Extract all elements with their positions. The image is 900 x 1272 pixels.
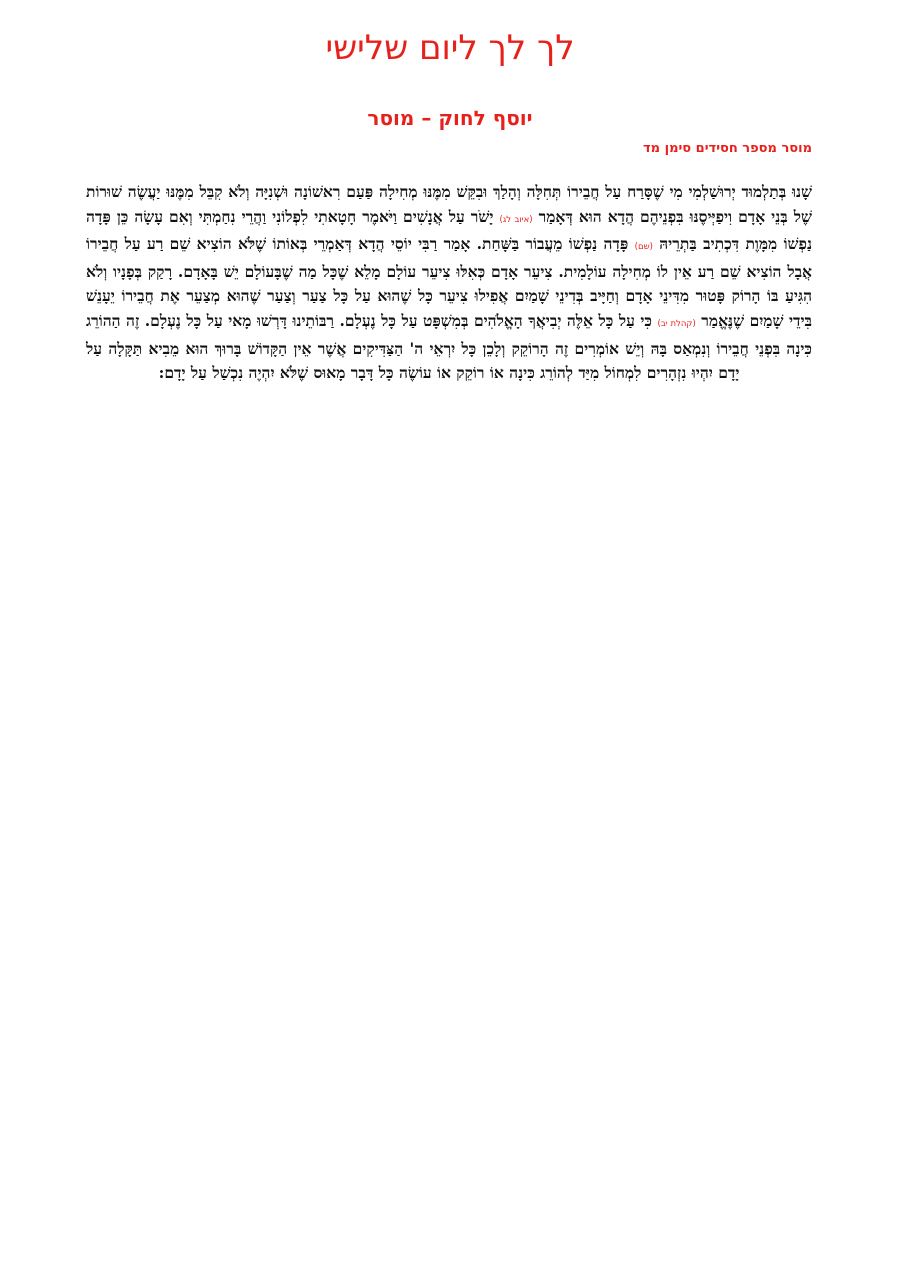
verse-reference-3: (קהלת יב) (657, 318, 696, 329)
page-title: לך לך ליום שלישי (325, 28, 575, 68)
verse-reference-2: (שם) (634, 242, 653, 253)
source-citation: מוסר מספר חסידים סימן מד (643, 141, 812, 156)
body-paragraph (86, 180, 812, 386)
verse-reference-1: (איוב לג) (499, 214, 533, 225)
page-subtitle: יוסף לחוק – מוסר (367, 106, 533, 130)
body-text-segment-1: שָׁנוּ בְּתַלְמוּד יְרוּשַׁלְמִי מִי שֶׁסָּרַח עַל חֲבֵירוֹ תְּחִלָּה וְהָלַךְ וּבִקֵּשׁ מִמֶּנּוּ מְחִילָה פַּעַם רִאשׁוֹנָה וּשְׁנִיָּה וְלֹא קִבֵּל מִמֶּנּוּ יַעֲשֶׂה שׁוּרוֹת שֶׁל בְּנֵי אָדָם וִיפַיְּיסֶנּוּ בִּפְנֵיהֶם הֲדָא הוּא דְּאָמַר (86, 182, 813, 226)
body-text-segment-2: יָשֹׁר עַל אֲנָשִׁים וַיֹּאמֶר חָטָאתִי לִפְלוֹנִי וַהֲרֵי נִחַמְתִּי וְאִם עָשָׂה כֵּן פָּדָה נַפְשׁוֹ מִמָּוֶת דִּכְתִיב בַּתְרֵיהּ (86, 206, 812, 254)
body-text-segment-4: כִּי עַל כָּל אֵלֶּה יְבִיאֲךָ הָאֱלֹהִים בְּמִשְׁפָּט עַל כָּל נֶעְלָם. רַבּוֹתֵינוּ דָּרְשׁוּ מָאי עַל כָּל נֶעְלָם. זֶה הַהוֹרֵג כִּינָה בִּפְנֵי חֲבֵירוֹ וְנִמְאַס בָּהּ וְיֵשׁ אוֹמְרִים זֶה הָרוֹקֵק וְלָכֵן כָּל יִרְאֵי ה' הַצַּדִּיקִים אֲשֶׁר אֵין הַקָּדוֹשׁ בָּרוּךְ הוּא מֵבִיא תַּקָּלָה עַל יָדָם יִהְיוּ נִזְהָרִים לִמְחוֹל מִיַּד לְהוֹרֵג כִּינָה אוֹ רוֹקֵק אוֹ עוֹשֶׂה כָּל דָּבָר מָאוּס שֶׁלֹּא יִהְיֶה נִכְשַׁל עַל יָדָם: (86, 310, 812, 383)
body-text-segment-3: פָּדָה נַפְשׁוֹ מֵעֲבוֹר בַּשָּׁחַת. אָמַר רַבִּי יוֹסֵי הֲדָא דְּאַמְרֵי בְּאוֹתוֹ שֶׁלֹּא הוֹצִיא שֵׁם רַע עַל חֲבֵירוֹ אֲבָל הוֹצִיא שֵׁם רַע אֵין לוֹ מְחִילָה עוֹלָמִית. צִיעֵר אָדָם כְּאִלּוּ צִיעֵר עוֹלָם מָלֵא שֶׁכָּל מַה שֶׁבָּעוֹלָם יֵשׁ בָּאָדָם. רָקַק בְּפָנָיו וְלֹא הִגִּיעַ בּוֹ הָרוֹק פָּטוּר מִדִּינֵי אָדָם וְחַיָּיב בְּדִינֵי שָׁמַיִם אֲפִילוּ צִיעֵר כָּל שֶׁהוּא עַל כָּל צַעַר וְצַעַר שֶׁהוּא מְצַעֵר אֶת חֲבֵירוֹ יֵעָנֵשׁ בִּידֵי שָׁמַיִם שֶׁנֶּאֱמַר (86, 234, 813, 330)
